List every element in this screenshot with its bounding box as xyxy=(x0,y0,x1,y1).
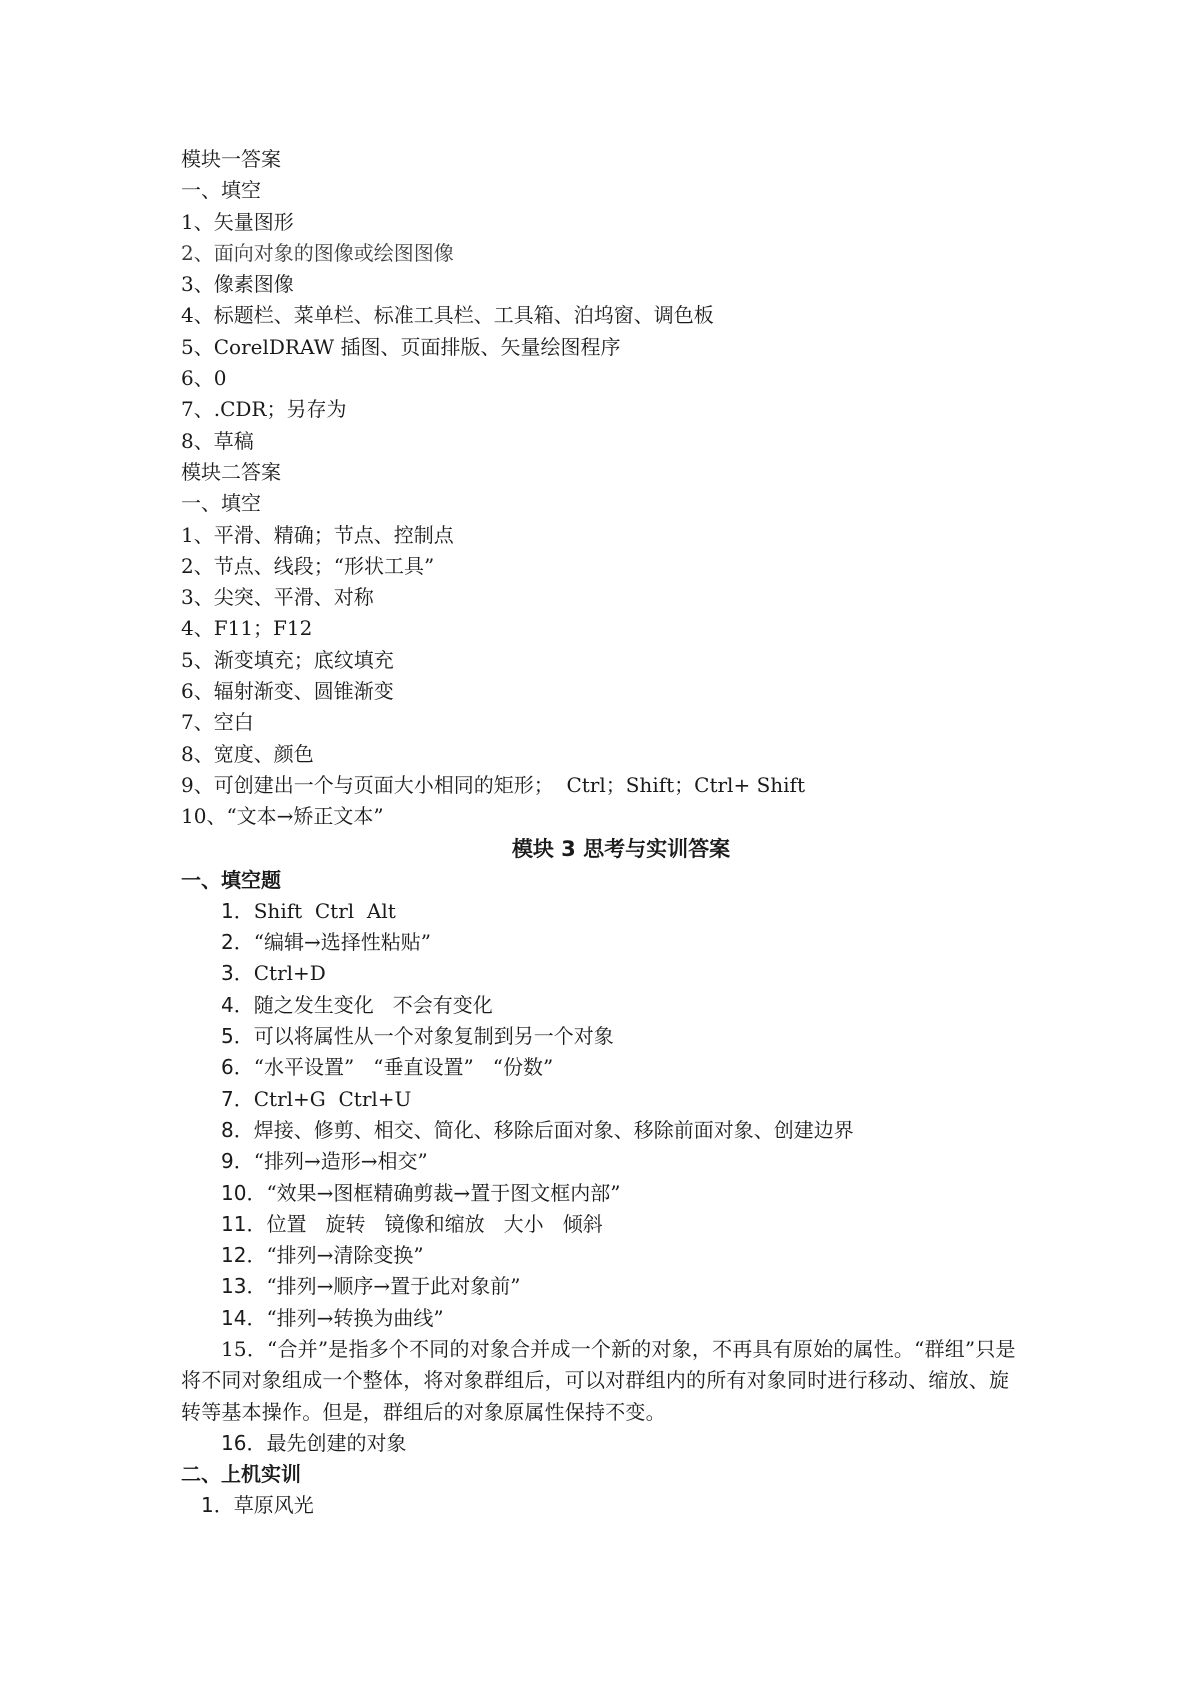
module3-answer-13 xyxy=(181,1271,1021,1302)
answer-text: 可以将属性从一个对象复制到另一个对象 xyxy=(253,1024,614,1049)
module1-answer-3: 3、像素图像 xyxy=(181,272,294,297)
answer-text: Ctrl+G Ctrl+U xyxy=(253,1086,412,1111)
answer-text: “排列→造形→相交” xyxy=(253,1149,428,1174)
answer-number: 3． xyxy=(221,961,254,986)
module3-answer-7 xyxy=(181,1084,1021,1115)
module2-answer-10: 10、“文本→矫正文本” xyxy=(181,804,384,829)
module2-section-fill: 一、填空 xyxy=(181,491,261,516)
module3-answer-16 xyxy=(181,1428,1021,1459)
answer-number: 2． xyxy=(221,930,254,955)
module3-title: 模块 3 思考与实训答案 xyxy=(511,836,731,861)
answer-number: 6． xyxy=(221,1055,254,1080)
answer-text: “排列→转换为曲线” xyxy=(266,1305,444,1330)
module2-title: 模块二答案 xyxy=(181,459,281,484)
answer-text: 随之发生变化 不会有变化 xyxy=(253,992,493,1017)
answer-number: 8． xyxy=(221,1117,254,1142)
answer-text: 最先创建的对象 xyxy=(266,1430,407,1455)
answer-text: Ctrl+D xyxy=(253,961,326,986)
module3-answer-3 xyxy=(181,958,1021,989)
module1-answer-7: 7、.CDR；另存为 xyxy=(181,397,347,422)
answer-number: 14． xyxy=(221,1305,267,1330)
module1-section-fill: 一、填空 xyxy=(181,178,261,203)
module1-title: 模块一答案 xyxy=(181,147,281,171)
answer-number: 12． xyxy=(221,1243,267,1268)
module3-answer-15: 15．“合并”是指多个不同的对象合并成一个新的对象，不再具有原始的属性。“群组”只是将不同对象组成一个整体，将对象群组后，可以对群组内的所有对象同时进行移动、缩放、旋转等基本操作。但是，群组后的对象原属性保持不变。 xyxy=(181,1336,1016,1424)
module2-answer-3: 3、尖突、平滑、对称 xyxy=(181,585,374,610)
answer-number: 13． xyxy=(221,1274,267,1299)
answer-text: “编辑→选择性粘贴” xyxy=(253,930,431,955)
answer-text: “水平设置” “垂直设置” “份数” xyxy=(253,1055,554,1080)
answer-number: 1． xyxy=(221,898,254,923)
module2-answer-7: 7、空白 xyxy=(181,710,254,735)
module3-answer-4 xyxy=(181,990,1021,1021)
module3-section-practice: 二、上机实训 xyxy=(181,1462,301,1487)
module3-answer-12 xyxy=(181,1240,1021,1271)
answer-number: 4． xyxy=(221,992,254,1017)
module1-answer-2: 2、面向对象的图像或绘图图像 xyxy=(181,240,454,265)
answer-number: 5． xyxy=(221,1024,254,1049)
module1-answer-1: 1、矢量图形 xyxy=(181,209,294,234)
answer-text: “排列→清除变换” xyxy=(266,1243,424,1268)
answer-number: 7． xyxy=(221,1086,254,1111)
module1-answer-5: 5、CorelDRAW 插图、页面排版、矢量绘图程序 xyxy=(181,334,621,359)
answer-text: “排列→顺序→置于此对象前” xyxy=(266,1274,521,1299)
module3-answer-1 xyxy=(181,896,1021,927)
module2-answer-4: 4、F11；F12 xyxy=(181,616,313,641)
module2-answer-1: 1、平滑、精确；节点、控制点 xyxy=(181,522,454,547)
answer-number: 10． xyxy=(221,1180,267,1205)
module1-answer-8: 8、草稿 xyxy=(181,428,254,453)
answer-number: 9． xyxy=(221,1149,254,1174)
answer-text: “效果→图框精确剪裁→置于图文框内部” xyxy=(266,1180,621,1205)
answer-text: 焊接、修剪、相交、简化、移除后面对象、移除前面对象、创建边界 xyxy=(253,1117,854,1142)
module3-answer-6 xyxy=(181,1052,1021,1083)
answer-text: 位置 旋转 镜像和缩放 大小 倾斜 xyxy=(266,1211,603,1236)
module3-answer-5 xyxy=(181,1021,1021,1052)
module2-answer-2: 2、节点、线段；“形状工具” xyxy=(181,553,435,578)
answer-text: Shift Ctrl Alt xyxy=(253,898,396,923)
practice-number: 1． xyxy=(201,1493,234,1518)
answer-number: 16． xyxy=(221,1430,267,1455)
module3-answer-11 xyxy=(181,1209,1021,1240)
module1-answer-4: 4、标题栏、菜单栏、标准工具栏、工具箱、泊坞窗、调色板 xyxy=(181,303,714,328)
module3-answer-10 xyxy=(181,1178,1021,1209)
module3-answer-2 xyxy=(181,927,1021,958)
practice-text: 草原风光 xyxy=(233,1493,314,1518)
module2-answer-8: 8、宽度、颜色 xyxy=(181,741,314,766)
answer-number: 11． xyxy=(221,1211,267,1236)
module1-answer-6: 6、0 xyxy=(181,366,227,391)
module2-answer-5: 5、渐变填充；底纹填充 xyxy=(181,647,394,672)
module3-answer-14 xyxy=(181,1303,1021,1334)
document-page xyxy=(181,144,1021,1522)
module2-answer-6: 6、辐射渐变、圆锥渐变 xyxy=(181,679,394,704)
module3-answer-8 xyxy=(181,1115,1021,1146)
module3-answer-9 xyxy=(181,1146,1021,1177)
module2-answer-9: 9、可创建出一个与页面大小相同的矩形； Ctrl；Shift；Ctrl+ Shift xyxy=(181,772,805,797)
module3-section-fill: 一、填空题 xyxy=(181,867,281,892)
practice-item-1 xyxy=(181,1490,1021,1521)
